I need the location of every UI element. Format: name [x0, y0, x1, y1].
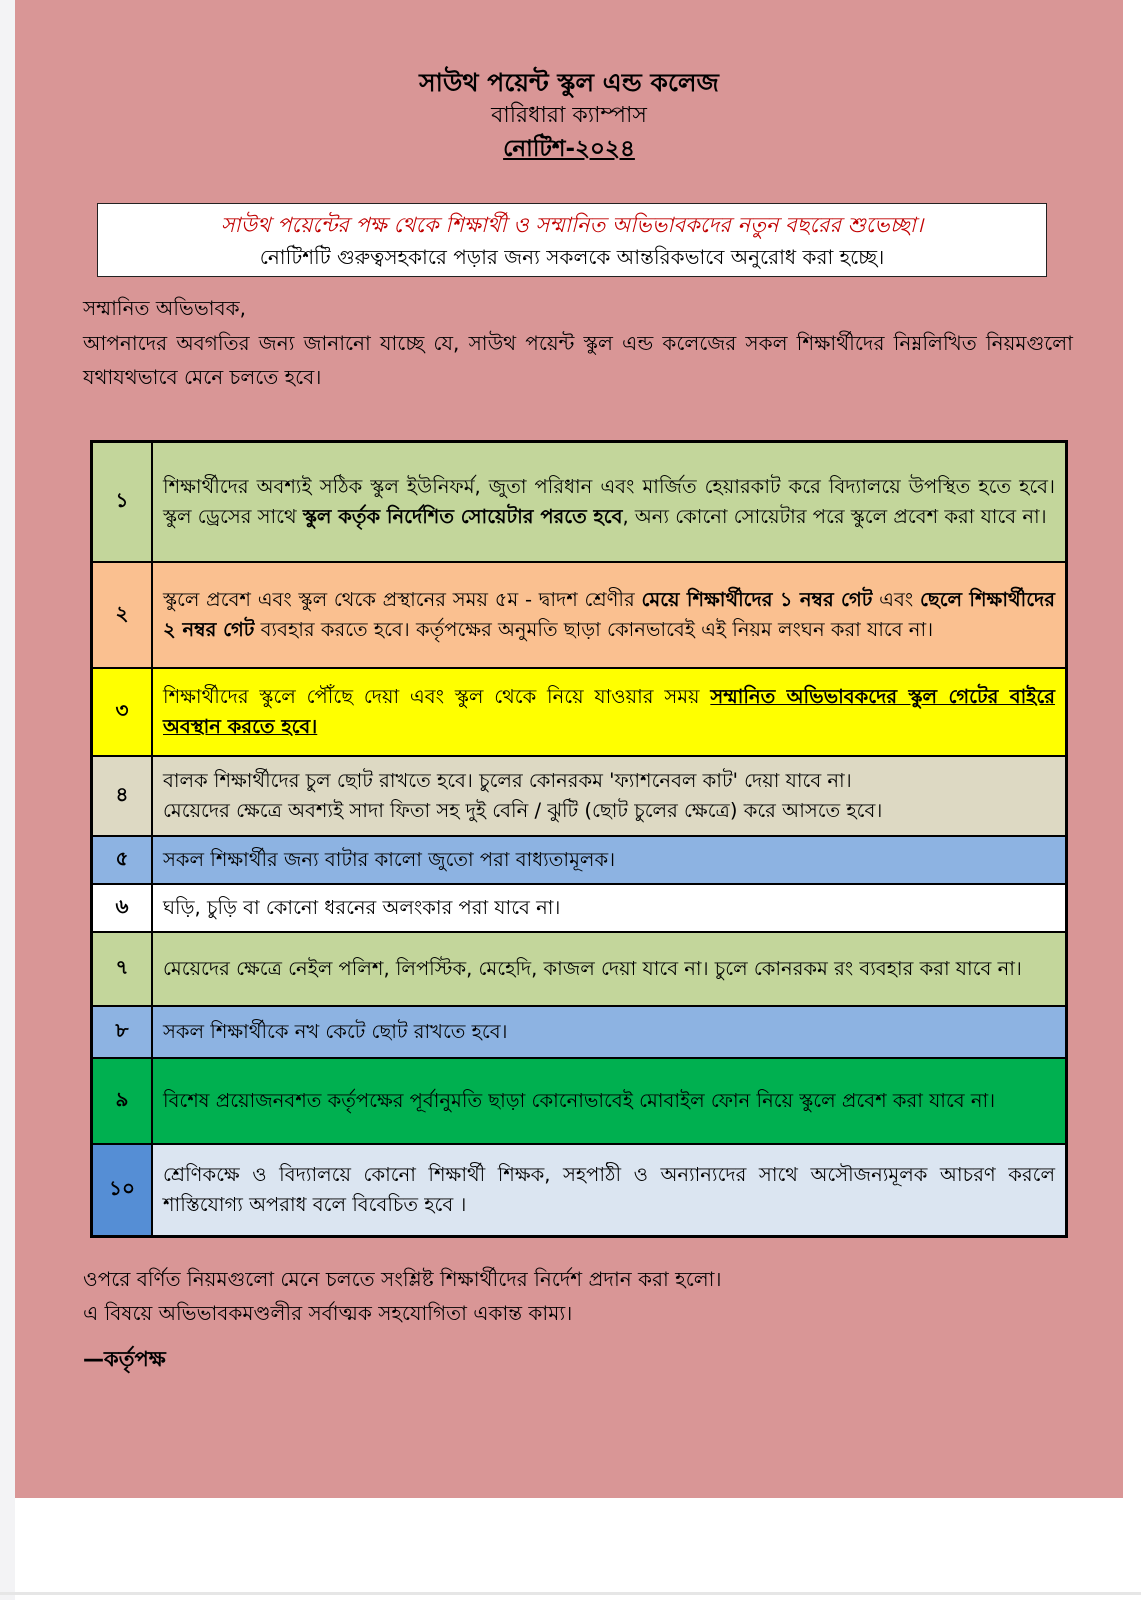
rules-table [90, 440, 1068, 1238]
rule-text-part: স্কুলে প্রবেশ এবং স্কুল থেকে প্রস্থানের সময় ৫ম - দ্বাদশ শ্রেণীর [163, 588, 642, 611]
table-row [92, 884, 1067, 932]
table-row [92, 1006, 1067, 1058]
rule-number: ৫ [92, 836, 153, 884]
closing-line: এ বিষয়ে অভিভাবকমণ্ডলীর সর্বাত্মক সহযোগিতা একান্ত কাম্য। [83, 1301, 573, 1325]
rule-text: বিশেষ প্রয়োজনবশত কর্তৃপক্ষের পূর্বানুমতি ছাড়া কোনোভাবেই মোবাইল ফোন নিয়ে স্কুলে প্রবেশ করা যাবে না। [152, 1058, 1067, 1144]
table-row [92, 756, 1067, 836]
page-margin [0, 0, 15, 1600]
notice-title: নোটিশ-২০২৪ [503, 136, 635, 162]
rule-text [152, 668, 1067, 756]
rule-number: ৪ [92, 756, 153, 836]
rule-number: ১০ [92, 1144, 153, 1237]
greeting-wish: সাউথ পয়েন্টের পক্ষ থেকে শিক্ষার্থী ও সম্মানিত অভিভাবকদের নতুন বছরের শুভেচ্ছা। [220, 213, 924, 237]
notice-page [15, 0, 1123, 1498]
campus-name: বারিধারা ক্যাম্পাস [491, 103, 647, 128]
table-row [92, 442, 1067, 563]
table-row [92, 668, 1067, 756]
table-row [92, 932, 1067, 1006]
rule-text-part: শিক্ষার্থীদের স্কুলে পৌঁছে দেয়া এবং স্কুল থেকে নিয়ে যাওয়ার সময় [163, 685, 711, 708]
rule-text: মেয়েদের ক্ষেত্রে নেইল পলিশ, লিপস্টিক, মেহেদি, কাজল দেয়া যাবে না। চুলে কোনরকম রং ব্যবহার করা যাবে না। [152, 932, 1067, 1006]
rule-text-line: মেয়েদের ক্ষেত্রে অবশ্যই সাদা ফিতা সহ দুই বেনি / ঝুটি (ছোট চুলের ক্ষেত্রে) করে আসতে হবে। [163, 799, 883, 822]
rule-number: ৬ [92, 884, 153, 932]
rule-text-bold-underlined: সম্মানিত অভিভাবকদের স্কুল গেটের বাইরে অবস্থান করতে হবে। [163, 685, 1055, 738]
rule-text-bold: স্কুল কর্তৃক নির্দেশিত সোয়েটার পরতে হবে [302, 505, 623, 528]
rule-number: ৯ [92, 1058, 153, 1144]
greeting-request: নোটিশটি গুরুত্বসহকারে পড়ার জন্য সকলকে আন্তরিকভাবে অনুরোধ করা হচ্ছে। [259, 245, 885, 269]
closing-paragraph [83, 1262, 722, 1330]
table-row [92, 836, 1067, 884]
rule-text [152, 756, 1067, 836]
greeting-box [97, 203, 1047, 277]
rule-number: ৩ [92, 668, 153, 756]
closing-line: ওপরে বর্ণিত নিয়মগুলো মেনে চলতে সংশ্লিষ্ট শিক্ষার্থীদের নির্দেশ প্রদান করা হলো। [83, 1267, 722, 1291]
rule-text [152, 562, 1067, 668]
intro-paragraph: আপনাদের অবগতির জন্য জানানো যাচ্ছে যে, সাউথ পয়েন্ট স্কুল এন্ড কলেজের সকল শিক্ষার্থীদের নিম্নলিখিত নিয়মগুলো যথাযথভাবে মেনে চলতে হবে। [83, 331, 1073, 389]
rule-number: ২ [92, 562, 153, 668]
rule-text-part: এবং [872, 588, 920, 611]
rule-text-bold: মেয়ে শিক্ষার্থীদের ১ নম্বর গেট [641, 588, 873, 611]
rule-number: ৮ [92, 1006, 153, 1058]
rule-text: সকল শিক্ষার্থীকে নখ কেটে ছোট রাখতে হবে। [152, 1006, 1067, 1058]
rule-text-part: , অন্য কোনো সোয়েটার পরে স্কুলে প্রবেশ করা যাবে না। [622, 505, 1047, 528]
table-row [92, 1058, 1067, 1144]
rule-text-bold: ছেলে শিক্ষার্থীদের ২ নম্বর গেট [163, 588, 1055, 641]
rule-number: ১ [92, 442, 153, 563]
rule-text-part: ব্যবহার করতে হবে। কর্তৃপক্ষের অনুমতি ছাড়া কোনভাবেই এই নিয়ম লংঘন করা যাবে না। [254, 618, 934, 641]
rule-text: শ্রেণিকক্ষে ও বিদ্যালয়ে কোনো শিক্ষার্থী শিক্ষক, সহপাঠী ও অন্যান্যদের সাথে অসৌজন্যমূলক আচরণ করলে শাস্তিযোগ্য অপরাধ বলে বিবেচিত হবে । [152, 1144, 1067, 1237]
table-row [92, 562, 1067, 668]
rule-text-part: শিক্ষার্থীদের অবশ্যই সঠিক স্কুল ইউনিফর্ম, জুতা পরিধান এবং মার্জিত হেয়ারকাট করে বিদ্যালয়ে উপস্থিত হতে হবে। স্কুল ড্রেসের সাথে [163, 475, 1055, 528]
rule-number: ৭ [92, 932, 153, 1006]
signoff-authority: —কর্তৃপক্ষ [83, 1347, 166, 1371]
rule-text: ঘড়ি, চুড়ি বা কোনো ধরনের অলংকার পরা যাবে না। [152, 884, 1067, 932]
page-divider [0, 1592, 1141, 1595]
salutation: সম্মানিত অভিভাবক, [83, 296, 247, 320]
school-name: সাউথ পয়েন্ট স্কুল এন্ড কলেজ [419, 68, 719, 97]
rule-text [152, 442, 1067, 563]
rule-text-line: বালক শিক্ষার্থীদের চুল ছোট রাখতে হবে। চুলের কোনরকম 'ফ্যাশনেবল কাট' দেয়া যাবে না। [163, 769, 852, 792]
table-row [92, 1144, 1067, 1237]
rule-text: সকল শিক্ষার্থীর জন্য বাটার কালো জুতো পরা বাধ্যতামূলক। [152, 836, 1067, 884]
notice-header [15, 66, 1123, 166]
